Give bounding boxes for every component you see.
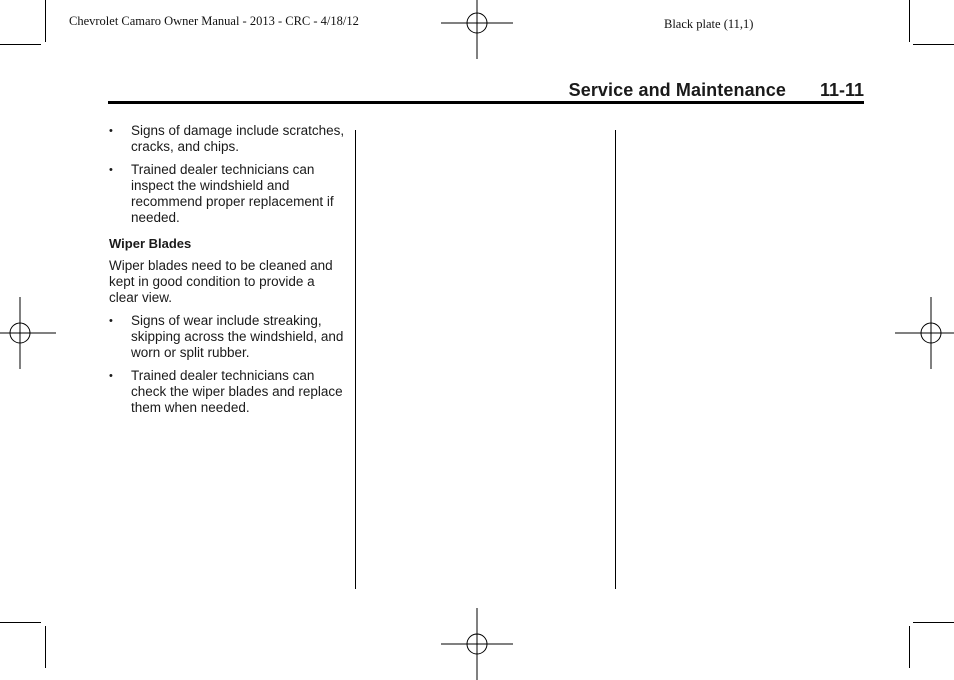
wiper-blades-heading: Wiper Blades (109, 236, 192, 251)
page-number: 11-11 (819, 80, 864, 100)
list-item-text: Signs of wear include streaking, skipping across the windshield, and worn or split rubber. (131, 313, 344, 360)
crop-mark-bottom-right-horizontal (913, 622, 954, 623)
list-item (109, 162, 347, 226)
crop-mark-top-right-vertical (909, 0, 910, 42)
column-divider-1 (355, 130, 356, 589)
registration-mark-left (0, 297, 56, 369)
bullet-glyph: • (109, 370, 113, 382)
crop-mark-top-right-horizontal (913, 44, 954, 45)
section-title: Service and Maintenance (568, 80, 786, 100)
list-item (109, 368, 347, 416)
crop-mark-top-left-horizontal (0, 44, 41, 45)
crop-mark-bottom-right-vertical (909, 626, 910, 668)
crop-mark-bottom-left-horizontal (0, 622, 41, 623)
slug-document-info: Chevrolet Camaro Owner Manual - 2013 - CRC - 4/18/12 (69, 14, 359, 28)
list-item-text: Signs of damage include scratches, cracks, and chips. (131, 123, 345, 154)
bullet-glyph: • (109, 164, 113, 176)
bullet-glyph: • (109, 315, 113, 327)
column-1 (109, 123, 347, 423)
list-item (109, 313, 347, 361)
wiper-blades-paragraph: Wiper blades need to be cleaned and kept in good condition to provide a clear view. (109, 258, 333, 305)
list-item-text: Trained dealer technicians can inspect the windshield and recommend proper replacement if needed. (131, 162, 334, 225)
header-rule (108, 101, 864, 104)
running-header (108, 78, 864, 102)
column-divider-2 (615, 130, 616, 589)
registration-mark-right (895, 297, 954, 369)
registration-mark-top (441, 0, 513, 59)
registration-mark-bottom (441, 608, 513, 680)
list-item-text: Trained dealer technicians can check the wiper blades and replace them when needed. (131, 368, 343, 415)
crop-mark-top-left-vertical (45, 0, 46, 42)
list-item (109, 123, 347, 155)
crop-mark-bottom-left-vertical (45, 626, 46, 668)
slug-plate-info: Black plate (11,1) (664, 17, 754, 31)
bullet-glyph: • (109, 125, 113, 137)
